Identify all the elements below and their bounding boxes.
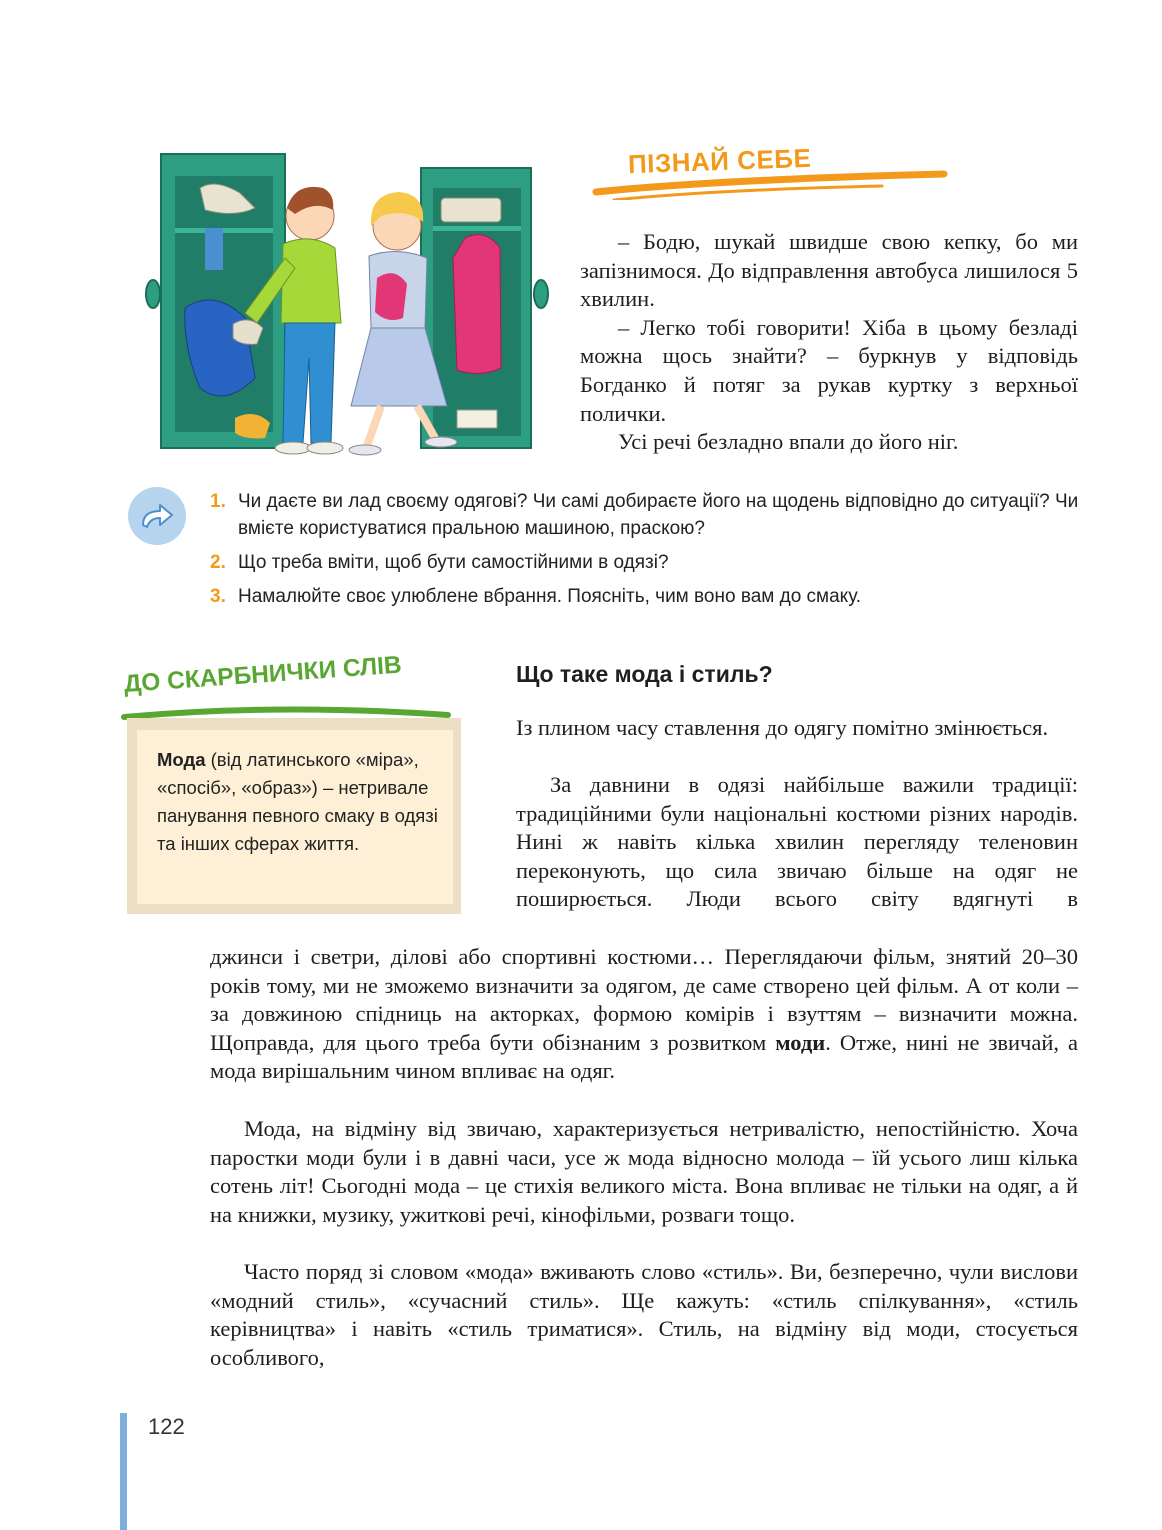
questions-arrow-icon: [128, 487, 186, 545]
story-text: [580, 228, 1078, 457]
article-paragraph-3: Мода, на відміну від звичаю, характеризується нетривалістю, непостійністю. Хоча паростки моди були і в давні часи, усе ж мода відносно молода – їй усього лиш кілька сотень літ! Сьогодні мода – це стихія великого міста. Вона впливає не тільки на одяг, а й на книжки, музику, ужиткові речі, кінофільми, розваги тощо.: [210, 1116, 1078, 1227]
article-paragraph-2-continued: [210, 943, 1078, 1086]
orange-brush-stroke: [592, 160, 948, 200]
article-heading: Що таке мода і стиль?: [516, 661, 773, 687]
vocabulary-definition-text: (від латинського «міра», «спосіб», «образ») – нетривале панування певного смаку в одязі та інших сферах життя.: [157, 749, 438, 854]
know-yourself-title: ПІЗНАЙ СЕБЕ: [627, 142, 812, 180]
story-paragraph: – Бодю, шукай швидше свою кепку, бо ми запізнимося. До відправлення автобуса лишилося 5 хвилин.: [580, 229, 1078, 312]
question-item: [210, 488, 1090, 542]
vocabulary-heading: [118, 651, 458, 725]
vocabulary-definition: [157, 746, 439, 858]
question-text: Що треба вміти, щоб бути самостійними в одязі?: [238, 552, 669, 573]
page-number: 122: [148, 1414, 185, 1439]
story-paragraph: – Легко тобі говорити! Хіба в цьому безладі можна щось знайти? – буркнув у відповідь Богданко й потяг за рукав куртку з верхньої полички.: [580, 314, 1078, 426]
vocabulary-term: Мода: [157, 749, 206, 770]
story-paragraph: Усі речі безладно впали до його ніг.: [618, 429, 959, 455]
page-margin-bar: [120, 1413, 127, 1530]
question-number: 1.: [210, 491, 226, 512]
article-bold-term: моди: [775, 1029, 826, 1055]
question-item: [210, 583, 1090, 610]
vocabulary-title: ДО СКАРБНИЧКИ СЛІВ: [123, 651, 403, 698]
article-text: джинси і светри, ділові або спортивні костюми… Переглядаючи фільм, знятий 20–30 років тому, ми не зможемо визначити за одягом, де саме створено цей фільм. А от коли – за довжиною спідниць на акторках, формою комірів і взуттям – визначити можна. Щоправда, для цього треба бути обізнаним з розвитком: [210, 944, 1078, 1055]
question-text: Намалюйте своє улюблене вбрання. Поясніть, чим воно вам до смаку.: [238, 586, 862, 607]
question-item: [210, 549, 1090, 576]
question-number: 3.: [210, 586, 226, 607]
article-paragraph-1: Із плином часу ставлення до одягу помітно змінюється.: [516, 715, 1049, 740]
article-paragraph-2-start: За давнини в одязі найбільше важили традиції: традиційними були національні костюми різних народів. Нині ж навіть кілька хвилин перегляду теленовин переконують, що сила звичаю більше на одяг не поширюється. Люди всього світу вдягнуті в: [516, 772, 1078, 912]
questions-list: [210, 488, 1090, 617]
children-wardrobe-illustration: [145, 148, 555, 463]
know-yourself-heading: [592, 140, 952, 206]
article-text: . Отже, нині не звичай, а мода вирішальним чином впливає на одяг.: [210, 1029, 1078, 1084]
question-text: Чи даєте ви лад своєму одягові? Чи самі добираєте його на щодень відповідно до ситуації? Чи вмієте користуватися пральною машиною, праскою?: [238, 491, 1079, 539]
question-number: 2.: [210, 552, 226, 573]
vocabulary-card: [137, 730, 453, 904]
article-paragraph-4: Часто поряд зі словом «мода» вживають слово «стиль». Ви, безперечно, чули вислови «модний стиль», «сучасний стиль». Ще кажуть: «стиль спілкування», «стиль керівництва» і навіть «стиль триматися». Стиль, на відміну від моди, стосується особливого,: [210, 1259, 1078, 1370]
